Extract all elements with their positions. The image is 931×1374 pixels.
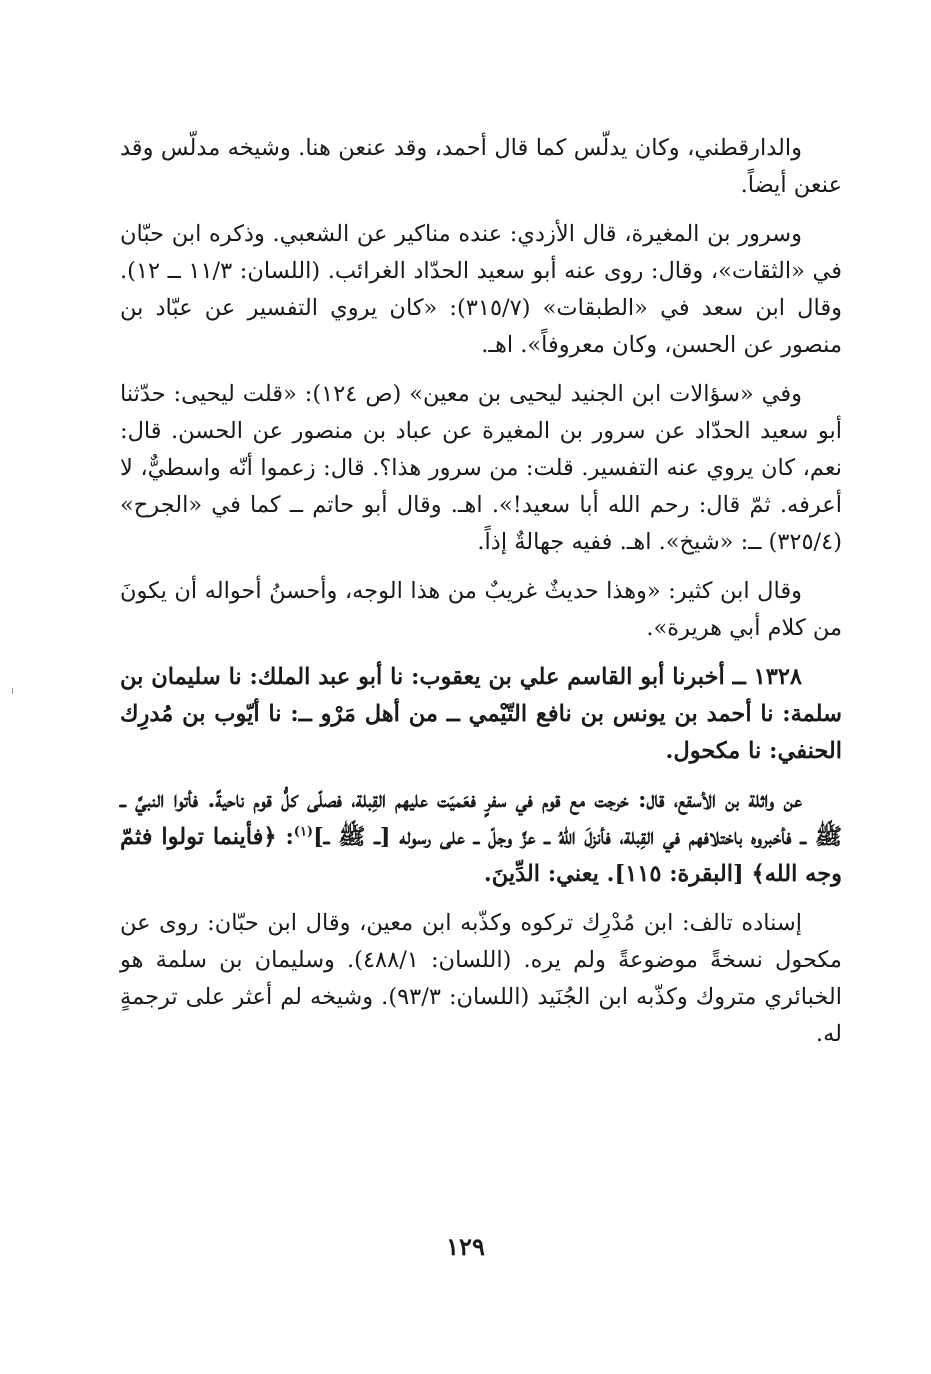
hadith-matn-text: عن واثلة بن الأسقع، قال: خرجت مع قوم في سفرٍ فعَميَت عليهم القِبلة، فصلّى كلُّ قوم ناحيةً. فأتوا النبيَّ ــ ﷺ ــ فأخبروه باختلافهم في القِبلة، فأنزلَ اللّهُ ــ عزَّ وجلّ ــ على رسوله [ــ ﷺ ــ] [120, 787, 842, 850]
hadith-isnad-paragraph: ١٣٢٨ ــ أخبرنا أبو القاسم علي بن يعقوب: نا أبو عبد الملك: نا سليمان بن سلمة: نا أحمد بن يونس بن نافع التّيْمي ــ من أهل مَرْو ــ: نا أيّوب بن مُدرِك الحنفي: نا مكحول. [120, 664, 842, 764]
margin-mark [12, 688, 13, 694]
paragraph-4: وقال ابن كثير: «وهذا حديثٌ غريبٌ من هذا الوجه، وأحسنُ أحواله أن يكونَ من كلام أبي هريرة». [120, 578, 842, 641]
paragraph-commentary: إسناده تالف: ابن مُدْرِك تركوه وكذّبه ابن معين، وقال ابن حبّان: روى عن مكحول نسخةً موضوعةً ولم يره. (اللسان: ٤٨٨/١). وسليمان بن سلمة هو الخبائري متروك وكذّبه ابن الجُنَيد (اللسان: ٩٣/٣). وشيخه لم أعثر على ترجمةٍ له. [120, 910, 842, 1047]
footnote-marker: (١) [293, 824, 314, 840]
paragraph-3: وفي «سؤالات ابن الجنيد ليحيى بن معين» (ص ١٢٤): «قلت ليحيى: حدّثنا أبو سعيد الحدّاد عن سرور بن المغيرة عن عباد بن منصور عن الحسن. قال: نعم، كان يروي عنه التفسير. قلت: من سرور هذا؟. قال: زعموا أنّه واسطيٌّ، لا أعرفه. ثمّ قال: رحم الله أبا سعيد!». اهـ. وقال أبو حاتم ــ كما في «الجرح» (٣٢٥/٤) ــ: «شيخ». اهـ. ففيه جهالةٌ إذاً. [120, 381, 842, 555]
hadith-matn-paragraph [120, 782, 842, 893]
page-number: ١٢٩ [446, 1232, 485, 1261]
paragraph-2: وسرور بن المغيرة، قال الأزدي: عنده مناكير عن الشعبي. وذكره ابن حبّان في «الثقات»، وقال: روى عنه أبو سعيد الحدّاد الغرائب. (اللسان: ١١/٣ ــ ١٢). وقال ابن سعد في «الطبقات» (٣١٥/٧): «كان يروي التفسير عن عبّاد بن منصور عن الحسن، وكان معروفاً». اهـ. [120, 221, 842, 358]
paragraph-1: والدارقطني، وكان يدلّس كما قال أحمد، وقد عنعن هنا. وشيخه مدلّس وقد عنعن أيضاً. [120, 135, 842, 198]
hadith-matn-text-after: : ﴿فأينما تولوا فثمّ وجه الله﴾ [البقرة: ١١٥]. يعني: الدِّينَ. [120, 824, 842, 887]
page-body [120, 130, 842, 1053]
